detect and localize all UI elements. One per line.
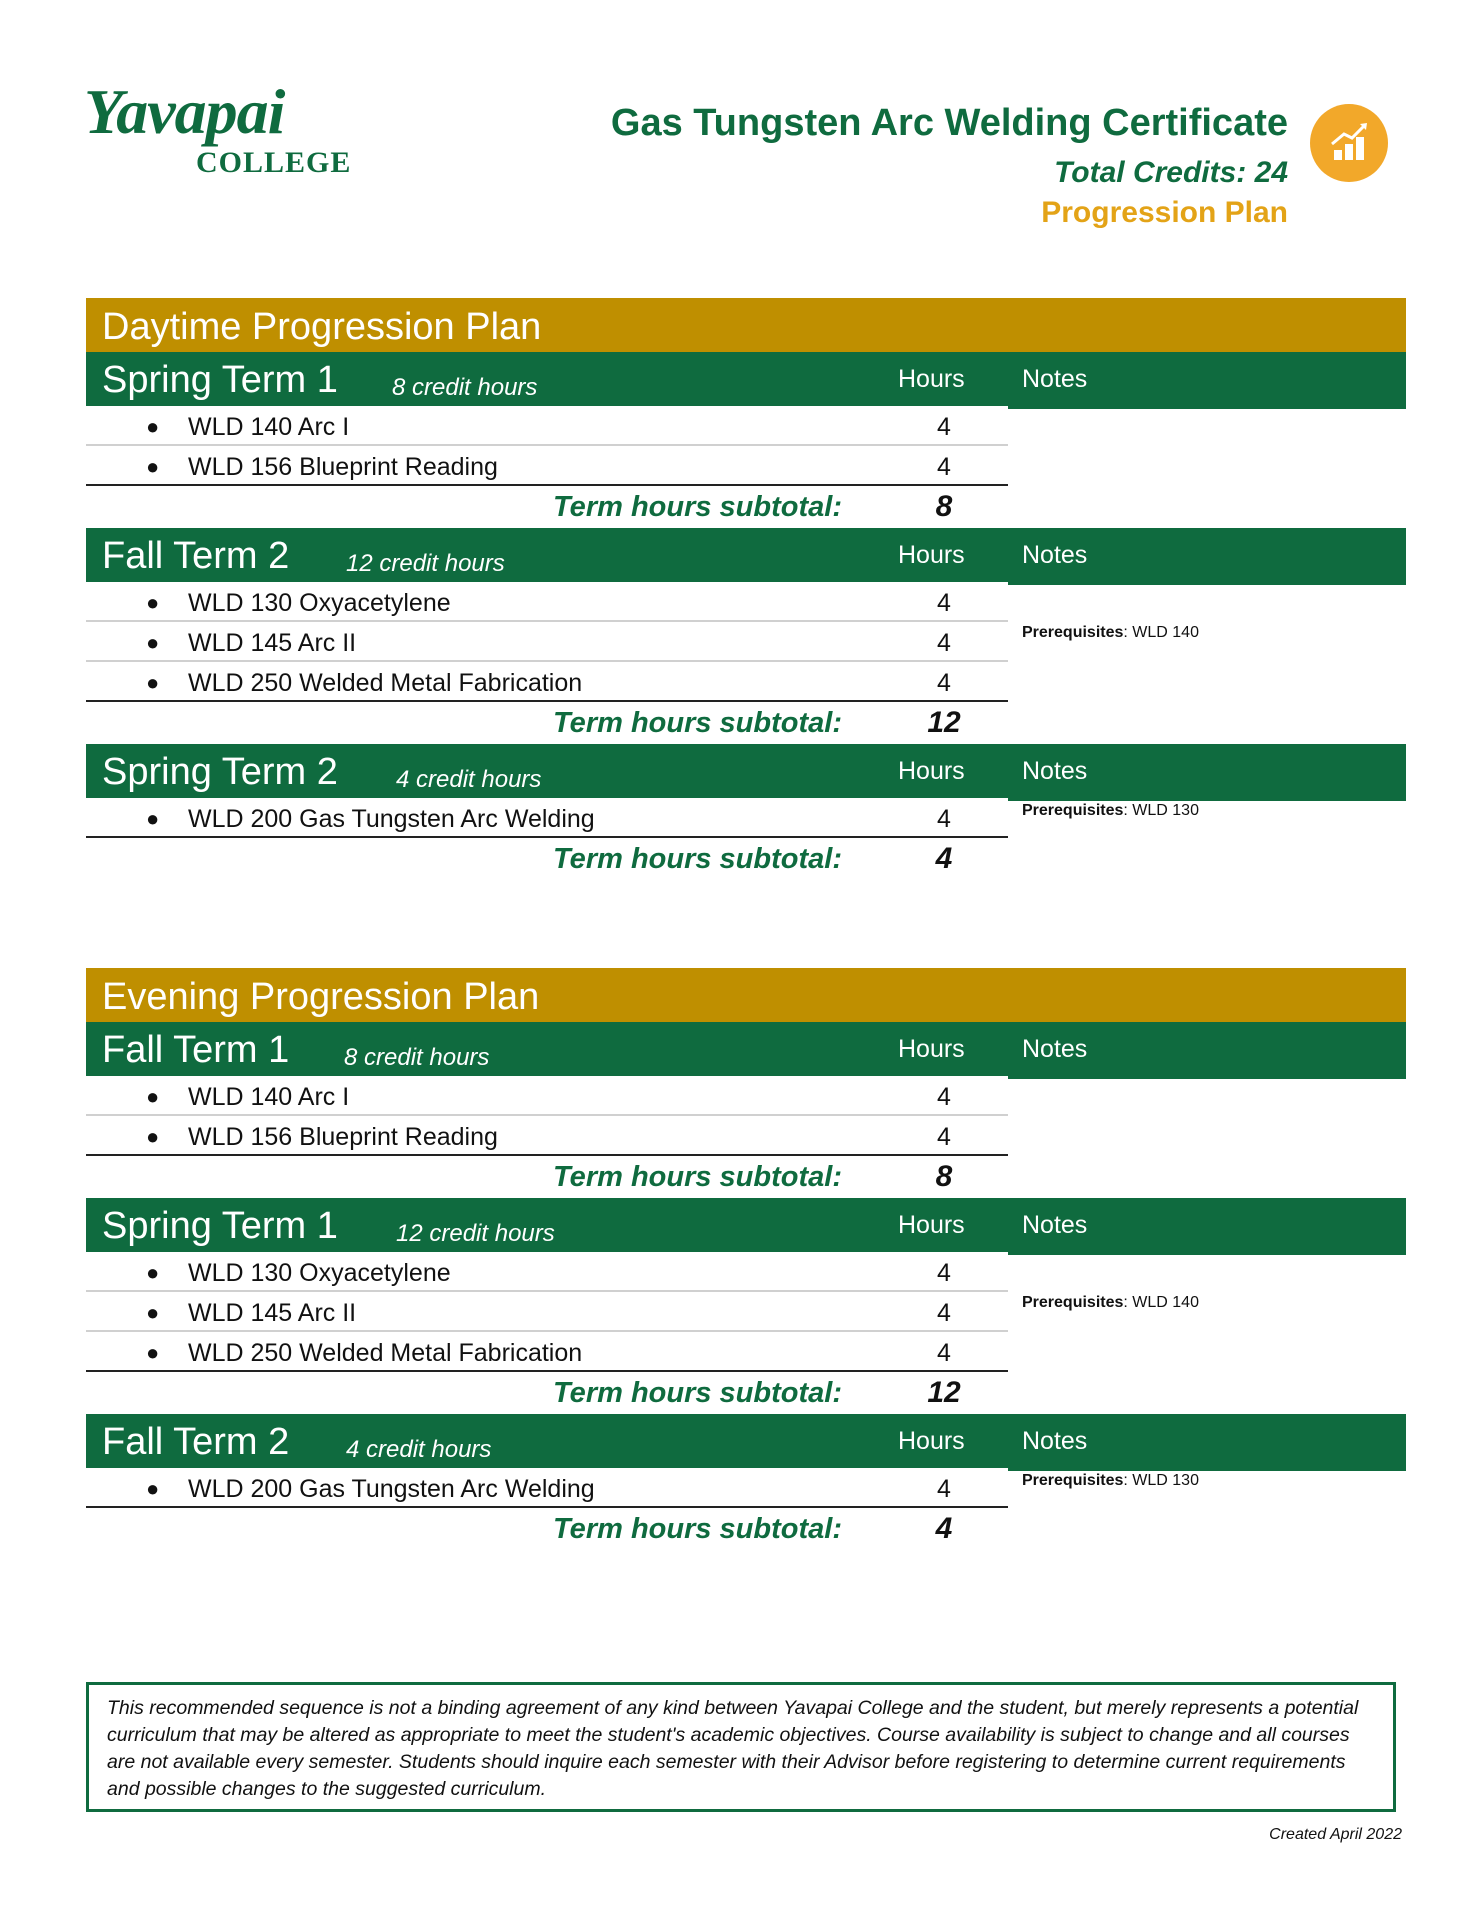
- subtotal-label: Term hours subtotal:: [553, 707, 842, 739]
- subtotal-label: Term hours subtotal:: [553, 843, 842, 875]
- subtotal-value: 12: [927, 1376, 961, 1409]
- prereq-value: : WLD 130: [1123, 1472, 1199, 1489]
- term-credits: 12 credit hours: [396, 1220, 555, 1247]
- bullet: ●: [146, 1476, 160, 1501]
- disclaimer-box: This recommended sequence is not a binding agreement of any kind between Yavapai College and the student, but merely represents a potential curriculum that may be altered as appropriate to meet the student's academic objectives. Course availability is subject to change and all courses are not available every semester. Students should inquire each semester with their Advisor before registering to determine current requirements and possible changes to the suggested curriculum.: [86, 1682, 1396, 1812]
- course-hours: 4: [937, 1259, 951, 1287]
- subtotal-label: Term hours subtotal:: [553, 1161, 842, 1193]
- course-row: [86, 1332, 1008, 1372]
- term-credits: 8 credit hours: [392, 374, 538, 401]
- bullet: ●: [146, 1084, 160, 1109]
- course-name: WLD 200 Gas Tungsten Arc Welding: [188, 805, 595, 833]
- term-credits: 4 credit hours: [396, 766, 542, 793]
- bullet: ●: [146, 590, 160, 615]
- term-header: [86, 352, 1406, 406]
- subtotal-value: 4: [935, 1512, 953, 1545]
- term-name: Fall Term 2: [102, 535, 290, 577]
- course-name: WLD 130 Oxyacetylene: [188, 589, 451, 617]
- subtotal-label: Term hours subtotal:: [553, 1377, 842, 1409]
- hours-column-header: Hours: [898, 541, 965, 569]
- prereq-label: Prerequisites: [1022, 1294, 1124, 1311]
- course-name: WLD 250 Welded Metal Fabrication: [188, 669, 583, 697]
- bullet: ●: [146, 1260, 160, 1285]
- prereq-label: Prerequisites: [1022, 1472, 1124, 1489]
- prerequisite-note: [1022, 1294, 1199, 1312]
- subtotal-value: 12: [927, 706, 961, 739]
- bullet: ●: [146, 1300, 160, 1325]
- course-hours: 4: [937, 413, 951, 441]
- course-row: [86, 1252, 1008, 1292]
- course-list: [86, 582, 1406, 702]
- hours-column-header: Hours: [898, 757, 965, 785]
- bullet: ●: [146, 454, 160, 479]
- total-credits: Total Credits: 24: [1054, 156, 1288, 189]
- course-hours: 4: [937, 1083, 951, 1111]
- notes-column-header: Notes: [1022, 757, 1088, 785]
- logo-wordmark: Yavapai: [84, 76, 285, 147]
- prereq-value: : WLD 140: [1123, 624, 1199, 641]
- college-logo: [84, 76, 352, 190]
- course-name: WLD 140 Arc I: [188, 413, 350, 441]
- prereq-label: Prerequisites: [1022, 624, 1124, 641]
- bullet: ●: [146, 630, 160, 655]
- bullet: ●: [146, 414, 160, 439]
- term-subtotal: [86, 838, 1008, 880]
- notes-column-header: Notes: [1022, 1035, 1088, 1063]
- prerequisite-note: [1022, 624, 1199, 642]
- bullet: ●: [146, 1124, 160, 1149]
- subtotal-value: 8: [935, 1160, 953, 1193]
- course-hours: 4: [937, 1123, 951, 1151]
- plan-title: Daytime Progression Plan: [86, 298, 1406, 352]
- course-hours: 4: [937, 589, 951, 617]
- notes-column-header: Notes: [1022, 1427, 1088, 1455]
- bullet: ●: [146, 1340, 160, 1365]
- course-row: [86, 798, 1008, 838]
- course-hours: 4: [937, 453, 951, 481]
- term-subtotal: [86, 702, 1008, 744]
- course-row: [86, 1116, 1008, 1156]
- course-name: WLD 156 Blueprint Reading: [188, 1123, 498, 1151]
- evening-plan: [86, 968, 1406, 1550]
- course-hours: 4: [937, 669, 951, 697]
- course-list: [86, 406, 1406, 486]
- notes-column-header: Notes: [1022, 541, 1088, 569]
- course-row: [86, 582, 1008, 622]
- course-name: WLD 145 Arc II: [188, 1299, 357, 1327]
- term-header: [86, 744, 1406, 798]
- course-list: [86, 798, 1406, 838]
- course-hours: 4: [937, 1475, 951, 1503]
- term-name: Spring Term 2: [102, 751, 338, 793]
- page-title: Gas Tungsten Arc Welding Certificate: [610, 102, 1288, 144]
- subtotal-label: Term hours subtotal:: [553, 491, 842, 523]
- course-row: [86, 406, 1008, 446]
- growth-chart-icon: [1310, 104, 1388, 182]
- term-subtotal: [86, 1156, 1008, 1198]
- course-hours: 4: [937, 805, 951, 833]
- hours-column-header: Hours: [898, 1427, 965, 1455]
- bullet: ●: [146, 670, 160, 695]
- subtotal-value: 4: [935, 842, 953, 875]
- course-name: WLD 145 Arc II: [188, 629, 357, 657]
- course-row: [86, 662, 1008, 702]
- term-subtotal: [86, 1372, 1008, 1414]
- term-name: Fall Term 2: [102, 1421, 290, 1463]
- hours-column-header: Hours: [898, 1035, 965, 1063]
- logo-subtitle: COLLEGE: [196, 146, 352, 179]
- plan-label: Progression Plan: [1041, 196, 1288, 229]
- course-hours: 4: [937, 1339, 951, 1367]
- prerequisite-note: [1022, 802, 1199, 820]
- prereq-label: Prerequisites: [1022, 802, 1124, 819]
- plan-title: Evening Progression Plan: [86, 968, 1406, 1022]
- course-list: [86, 1076, 1406, 1156]
- notes-column-header: Notes: [1022, 365, 1088, 393]
- course-list: [86, 1252, 1406, 1372]
- course-name: WLD 156 Blueprint Reading: [188, 453, 498, 481]
- course-name: WLD 130 Oxyacetylene: [188, 1259, 451, 1287]
- bullet: ●: [146, 806, 160, 831]
- term-header: [86, 1198, 1406, 1252]
- daytime-plan: [86, 298, 1406, 880]
- course-row: [86, 1292, 1008, 1332]
- hours-column-header: Hours: [898, 1211, 965, 1239]
- prereq-value: : WLD 130: [1123, 802, 1199, 819]
- subtotal-label: Term hours subtotal:: [553, 1513, 842, 1545]
- term-name: Spring Term 1: [102, 1205, 338, 1247]
- term-header: [86, 528, 1406, 582]
- term-subtotal: [86, 1508, 1008, 1550]
- term-header: [86, 1414, 1406, 1468]
- course-list: [86, 1468, 1406, 1508]
- term-name: Spring Term 1: [102, 359, 338, 401]
- term-credits: 12 credit hours: [346, 550, 505, 577]
- subtotal-value: 8: [935, 490, 953, 523]
- course-hours: 4: [937, 1299, 951, 1327]
- course-name: WLD 140 Arc I: [188, 1083, 350, 1111]
- hours-column-header: Hours: [898, 365, 965, 393]
- term-subtotal: [86, 486, 1008, 528]
- course-name: WLD 200 Gas Tungsten Arc Welding: [188, 1475, 595, 1503]
- course-row: [86, 1076, 1008, 1116]
- term-header: [86, 1022, 1406, 1076]
- course-name: WLD 250 Welded Metal Fabrication: [188, 1339, 583, 1367]
- created-date: Created April 2022: [1269, 1826, 1402, 1843]
- term-credits: 4 credit hours: [346, 1436, 492, 1463]
- term-name: Fall Term 1: [102, 1029, 290, 1071]
- notes-column-header: Notes: [1022, 1211, 1088, 1239]
- course-row: [86, 446, 1008, 486]
- prerequisite-note: [1022, 1472, 1199, 1490]
- course-row: [86, 622, 1008, 662]
- term-credits: 8 credit hours: [344, 1044, 490, 1071]
- course-hours: 4: [937, 629, 951, 657]
- course-row: [86, 1468, 1008, 1508]
- prereq-value: : WLD 140: [1123, 1294, 1199, 1311]
